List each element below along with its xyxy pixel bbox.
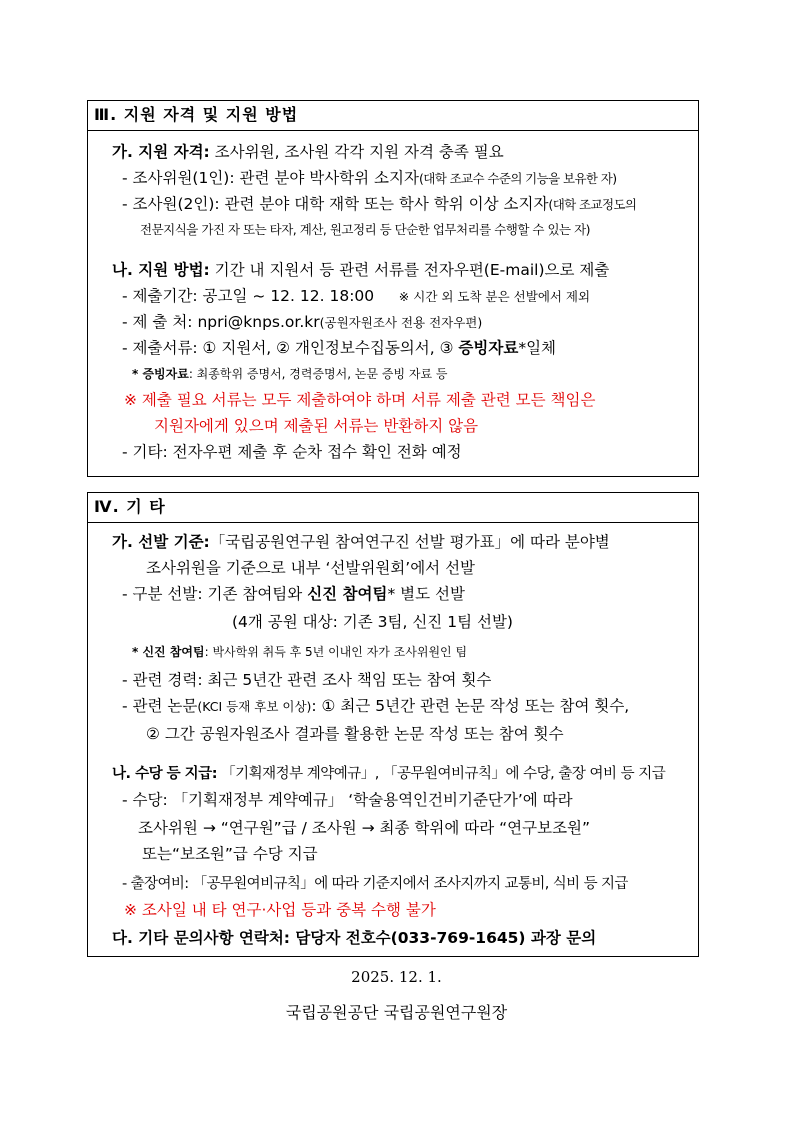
eligibility-line: [112, 139, 698, 165]
footer-date: 2025. 12. 1.: [351, 968, 442, 986]
pay-line-1: - 수당: 「기획재정부 계약예규」 ‘학술용역인건비기준단가’에 따라: [122, 791, 573, 809]
period-text: - 제출기간: 공고일 ~ 12. 12. 18:00: [122, 287, 375, 305]
pay-line-3: 또는“보조원”급 수당 지급: [142, 845, 318, 863]
proof-label: * 증빙자료: [132, 367, 189, 381]
section-3-box: [87, 100, 699, 477]
section-4-box: [87, 492, 699, 957]
paper-line: [122, 693, 698, 720]
split-detail: (4개 공원 대상: 기존 3팀, 신진 1팀 선발): [232, 613, 513, 631]
allowance-label: 나. 수당 등 지급:: [112, 766, 217, 782]
paper-tail: : ① 최근 5년간 관련 논문 작성 또는 참여 횟수,: [311, 697, 630, 715]
selection-label: 가. 선발 기준:: [112, 533, 210, 551]
warning-line-1: ※ 제출 필요 서류는 모두 제출하여야 하며 서류 제출 관련 모든 책임은: [124, 391, 596, 409]
assistant-note: (대학 조교정도의: [548, 197, 637, 212]
section-4-heading: Ⅳ. 기 타: [88, 493, 698, 523]
docs-text: - 제출서류: ① 지원서, ② 개인정보수집동의서, ③: [122, 339, 459, 357]
docs-bold: 증빙자료: [458, 339, 519, 357]
assistant-text: - 조사원(2인): 관련 분야 대학 재학 또는 학사 학위 이상 소지자: [122, 195, 549, 213]
eligibility-item-assistant: [122, 191, 698, 218]
email-note: (공원자원조사 전용 전자우편): [319, 315, 483, 330]
method-line: [112, 257, 698, 283]
selection-line: [112, 529, 698, 555]
contact-line: 다. 기타 문의사항 연락처: 담당자 전호수(033-769-1645) 과장 문의: [112, 929, 597, 947]
new-team-line: [132, 639, 698, 665]
paper-text: - 관련 논문: [122, 697, 198, 715]
selection-cont: 조사위원을 기준으로 내부 ‘선발위원회’에서 선발: [146, 559, 476, 577]
docs-tail: *일체: [518, 339, 557, 357]
assistant-note-cont: 전문지식을 가진 자 또는 타자, 계산, 원고정리 등 단순한 업무처리를 수행할 수 있는 자): [140, 222, 591, 237]
new-team-label: * 신진 참여팀: [132, 645, 205, 659]
paper-note: (KCI 등재 후보 이상): [197, 699, 312, 714]
split-bold: 신진 참여팀: [307, 585, 388, 603]
allowance-line: [112, 761, 698, 787]
paper-cont: ② 그간 공원자원조사 결과를 활용한 논문 작성 또는 참여 횟수: [146, 725, 564, 743]
allowance-text: 「기획재정부 계약예규」, 「공무원여비규칙」에 수당, 출장 여비 등 지급: [217, 766, 666, 782]
pay-line-2: 조사위원 → “연구원”급 / 조사원 → 최종 학위에 따라 “연구보조원”: [138, 819, 591, 837]
new-team-text: : 박사학위 취득 후 5년 이내인 자가 조사위원인 팀: [204, 645, 468, 659]
warning-line-2: 지원자에게 있으며 제출된 서류는 반환하지 않음: [154, 417, 479, 435]
selection-text: 「국립공원연구원 참여연구진 선발 평가표」에 따라 분야별: [209, 533, 610, 551]
docs-line: [122, 335, 698, 361]
split-tail: * 별도 선발: [387, 585, 465, 603]
researcher-text: - 조사위원(1인): 관련 분야 박사학위 소지자: [122, 169, 419, 187]
career-line: - 관련 경력: 최근 5년간 관련 조사 책임 또는 참여 횟수: [122, 671, 492, 689]
footer-org: 국립공원공단 국립공원연구원장: [285, 1003, 508, 1022]
eligibility-text: 조사위원, 조사원 각각 지원 자격 충족 필요: [209, 143, 504, 161]
period-note: ※ 시간 외 도착 분은 선발에서 제외: [398, 289, 591, 304]
travel-line: - 출장여비: 「공무원여비규칙」에 따라 기준지에서 조사지까지 교통비, 식비 등 지급: [122, 876, 628, 892]
overlap-warning: ※ 조사일 내 타 연구·사업 등과 중복 수행 불가: [124, 901, 436, 919]
period-line: [122, 283, 698, 310]
section-3-heading: Ⅲ. 지원 자격 및 지원 방법: [88, 101, 698, 131]
method-label: 나. 지원 방법:: [112, 261, 210, 279]
email-line: [122, 309, 698, 336]
split-text: - 구분 선발: 기존 참여팀와: [122, 585, 308, 603]
eligibility-label: 가. 지원 자격:: [112, 143, 210, 161]
researcher-note: (대학 조교수 수준의 기능을 보유한 자): [418, 171, 617, 186]
split-line: [122, 581, 698, 607]
proof-text: : 최종학위 증명서, 경력증명서, 논문 증빙 자료 등: [188, 367, 448, 381]
email-text: - 제 출 처: npri@knps.or.kr: [122, 313, 320, 331]
eligibility-item-researcher: [122, 165, 698, 192]
etc-line: - 기타: 전자우편 제출 후 순차 접수 확인 전화 예정: [122, 443, 462, 461]
method-text: 기간 내 지원서 등 관련 서류를 전자우편(E-mail)으로 제출: [209, 261, 610, 279]
proof-line: [132, 361, 698, 387]
